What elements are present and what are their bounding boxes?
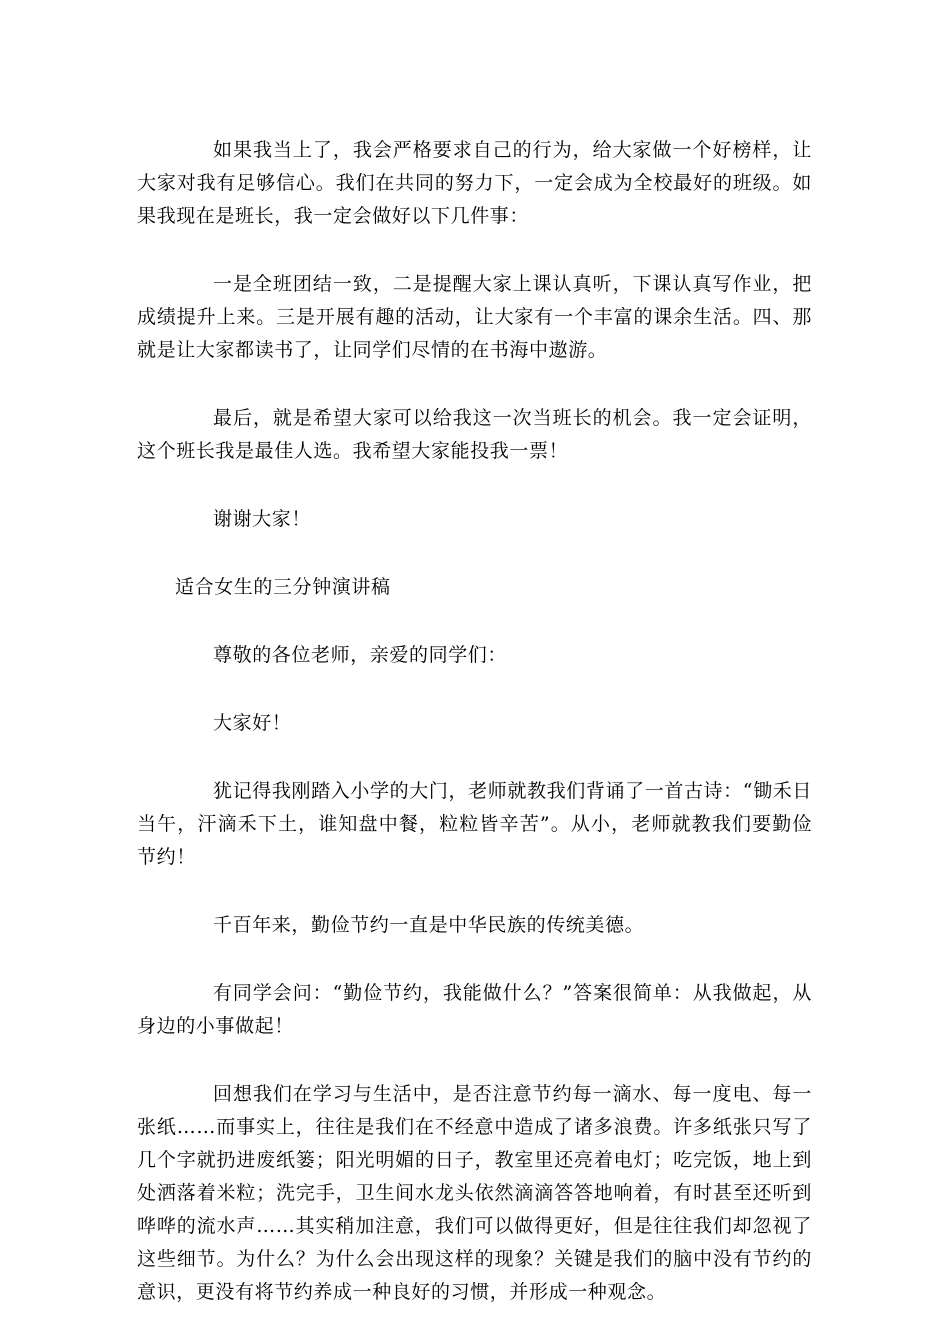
paragraph: 大家好！ [213,712,292,734]
paragraph: 如果我当上了，我会严格要求自己的行为，给大家做一个好榜样，让大家对我有足够信心。我们在共同的努力下，一定会成为全校最好的班级。如果我现在是班长，我一定会做好以下几件事： [137,139,812,227]
document-body [137,134,812,1309]
paragraph: 千百年来，勤俭节约一直是中华民族的传统美德。 [213,914,645,936]
paragraph: 最后，就是希望大家可以给我这一次当班长的机会。我一定会证明，这个班长我是最佳人选。我希望大家能投我一票！ [137,407,812,462]
paragraph: 犹记得我刚踏入小学的大门，老师就教我们背诵了一首古诗：“锄禾日当午，汗滴禾下土，谁知盘中餐，粒粒皆辛苦”。从小，老师就教我们要勤俭节约！ [137,780,812,868]
paragraph: 尊敬的各位老师，亲爱的同学们： [213,644,508,666]
paragraph: 谢谢大家！ [213,508,312,530]
paragraph: 一是全班团结一致，二是提醒大家上课认真听，下课认真写作业，把成绩提升上来。三是开展有趣的活动，让大家有一个丰富的课余生活。四、那就是让大家都读书了，让同学们尽情的在书海中遨游。 [137,273,812,361]
section-heading: 适合女生的三分钟演讲稿 [175,576,391,598]
paragraph: 有同学会问：“勤俭节约，我能做什么？”答案很简单：从我做起，从身边的小事做起！ [137,982,812,1037]
paragraph: 回想我们在学习与生活中，是否注意节约每一滴水、每一度电、每一张纸……而事实上，往往是我们在不经意中造成了诸多浪费。许多纸张只写了几个字就扔进废纸篓；阳光明媚的日子，教室里还亮着电灯；吃完饭，地上到处洒落着米粒；洗完手，卫生间水龙头依然滴滴答答地响着，有时甚至还听到哗哗的流水声……其实稍加注意，我们可以做得更好，但是往往我们却忽视了这些细节。为什么？为什么会出现这样的现象？关键是我们的脑中没有节约的意识，更没有将节约养成一种良好的习惯，并形成一种观念。 [137,1083,812,1303]
